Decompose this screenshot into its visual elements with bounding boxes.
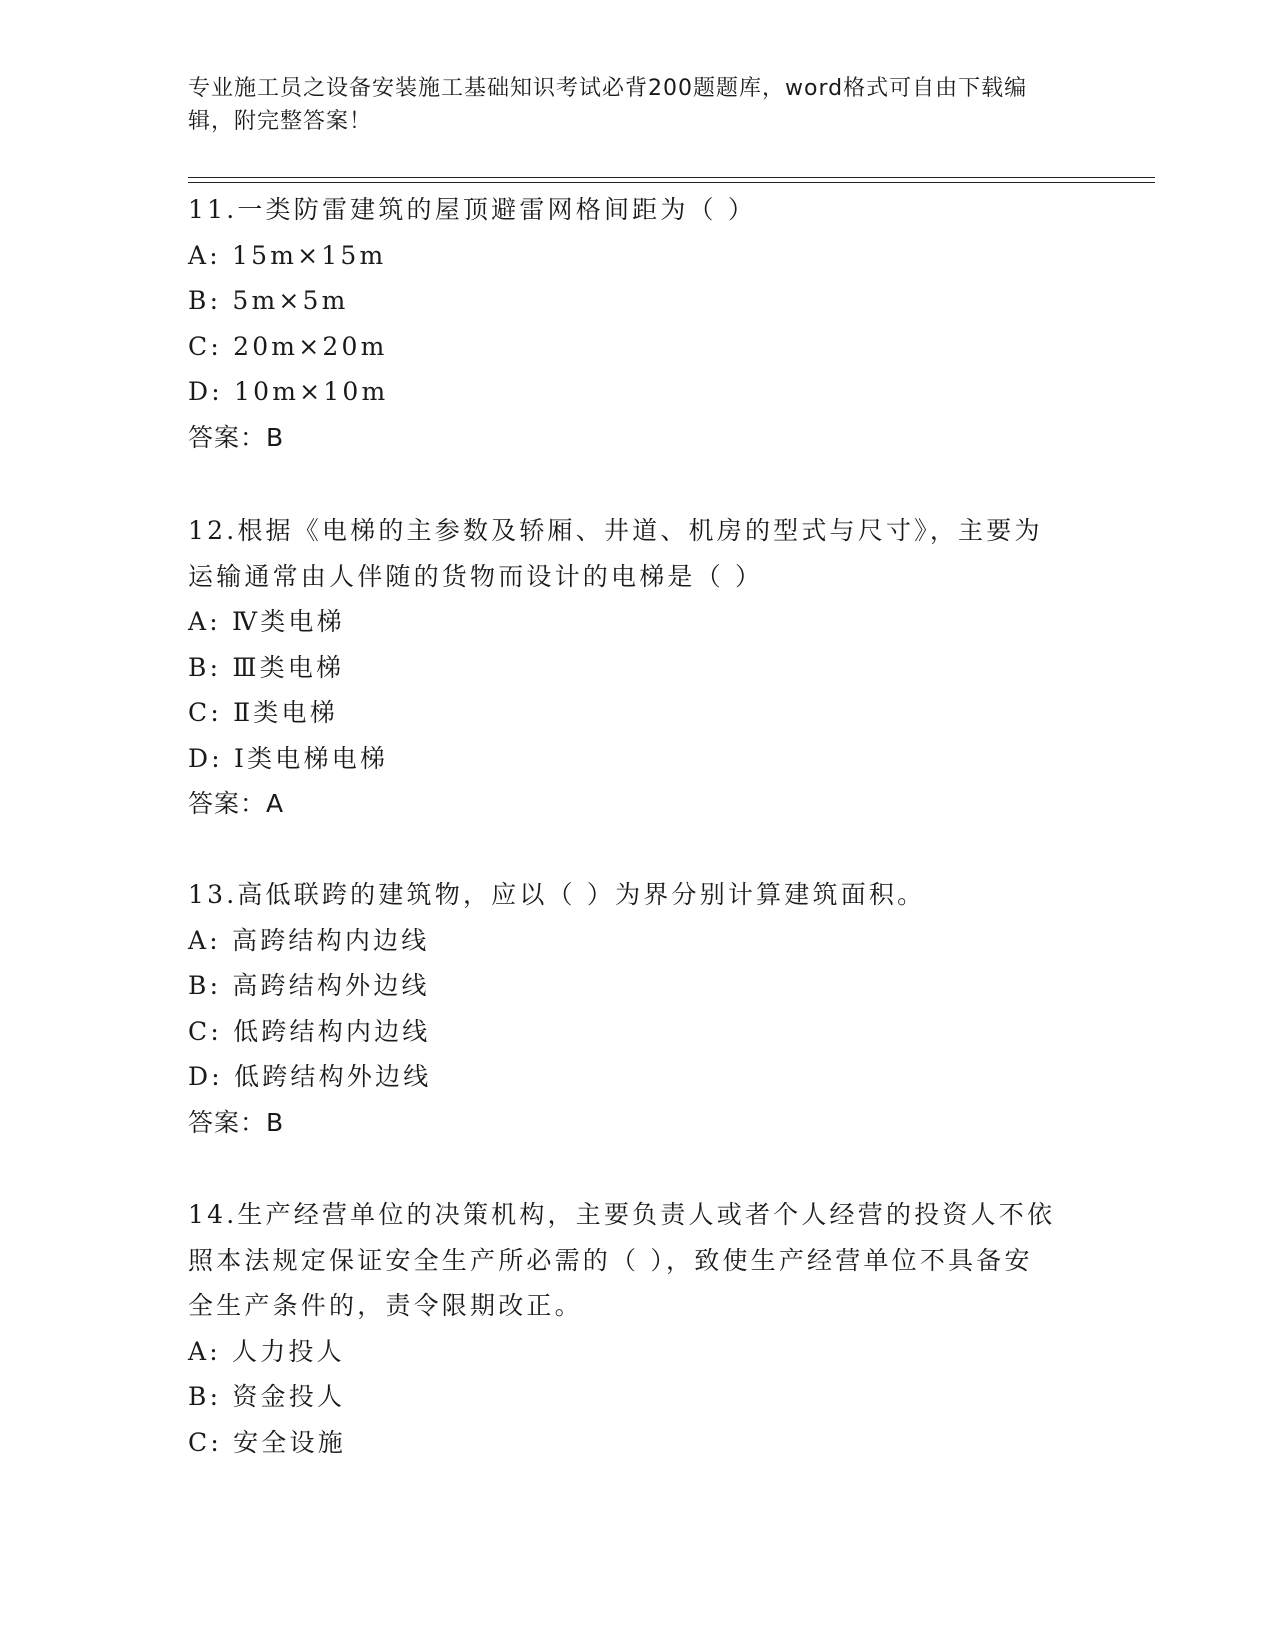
option-d: D: 10m×10m <box>188 377 389 406</box>
option-b: B: 5m×5m <box>188 286 349 315</box>
option-b: B: 资金投人 <box>188 1382 346 1411</box>
question-stem-line-2: 照本法规定保证安全生产所必需的（ ），致使生产经营单位不具备安 <box>188 1245 1033 1275</box>
option-a: A: 人力投人 <box>188 1336 345 1366</box>
option-a: A: 高跨结构内边线 <box>188 925 430 955</box>
option-c: C: Ⅱ类电梯 <box>188 698 338 727</box>
option-b: B: Ⅲ类电梯 <box>188 652 345 682</box>
option-d: D: Ⅰ类电梯电梯 <box>188 743 389 773</box>
question-11 <box>188 187 1088 460</box>
question-stem: 11.一类防雷建筑的屋顶避雷网格间距为（ ） <box>188 195 757 224</box>
option-a: A: Ⅳ类电梯 <box>188 607 345 636</box>
header-divider-bottom <box>188 182 1155 183</box>
question-stem-line-2: 运输通常由人伴随的货物而设计的电梯是（ ） <box>188 561 764 591</box>
answer: 答案：B <box>188 1107 285 1137</box>
option-d: D: 低跨结构外边线 <box>188 1062 432 1091</box>
question-stem-line-3: 全生产条件的，责令限期改正。 <box>188 1291 583 1320</box>
question-stem: 13.高低联跨的建筑物，应以（ ）为界分别计算建筑面积。 <box>188 880 926 909</box>
document-title: 专业施工员之设备安装施工基础知识考试必背200题题库，word格式可自由下载编辑，附完整答案！ <box>188 76 1028 134</box>
question-stem-line-1: 12.根据《电梯的主参数及轿厢、井道、机房的型式与尺寸》，主要为 <box>188 516 1043 545</box>
question-stem-line-1: 14.生产经营单位的决策机构，主要负责人或者个人经营的投资人不依 <box>188 1200 1056 1229</box>
answer: 答案：B <box>188 422 285 452</box>
question-14 <box>188 1192 1088 1465</box>
option-c: C: 20m×20m <box>188 331 388 361</box>
question-12 <box>188 508 1088 827</box>
answer: 答案：A <box>188 789 285 818</box>
option-b: B: 高跨结构外边线 <box>188 971 430 1000</box>
option-c: C: 低跨结构内边线 <box>188 1016 431 1046</box>
option-a: A: 15m×15m <box>188 240 387 270</box>
header-divider-top <box>188 177 1155 178</box>
question-13 <box>188 872 1088 1145</box>
option-c: C: 安全设施 <box>188 1427 346 1457</box>
